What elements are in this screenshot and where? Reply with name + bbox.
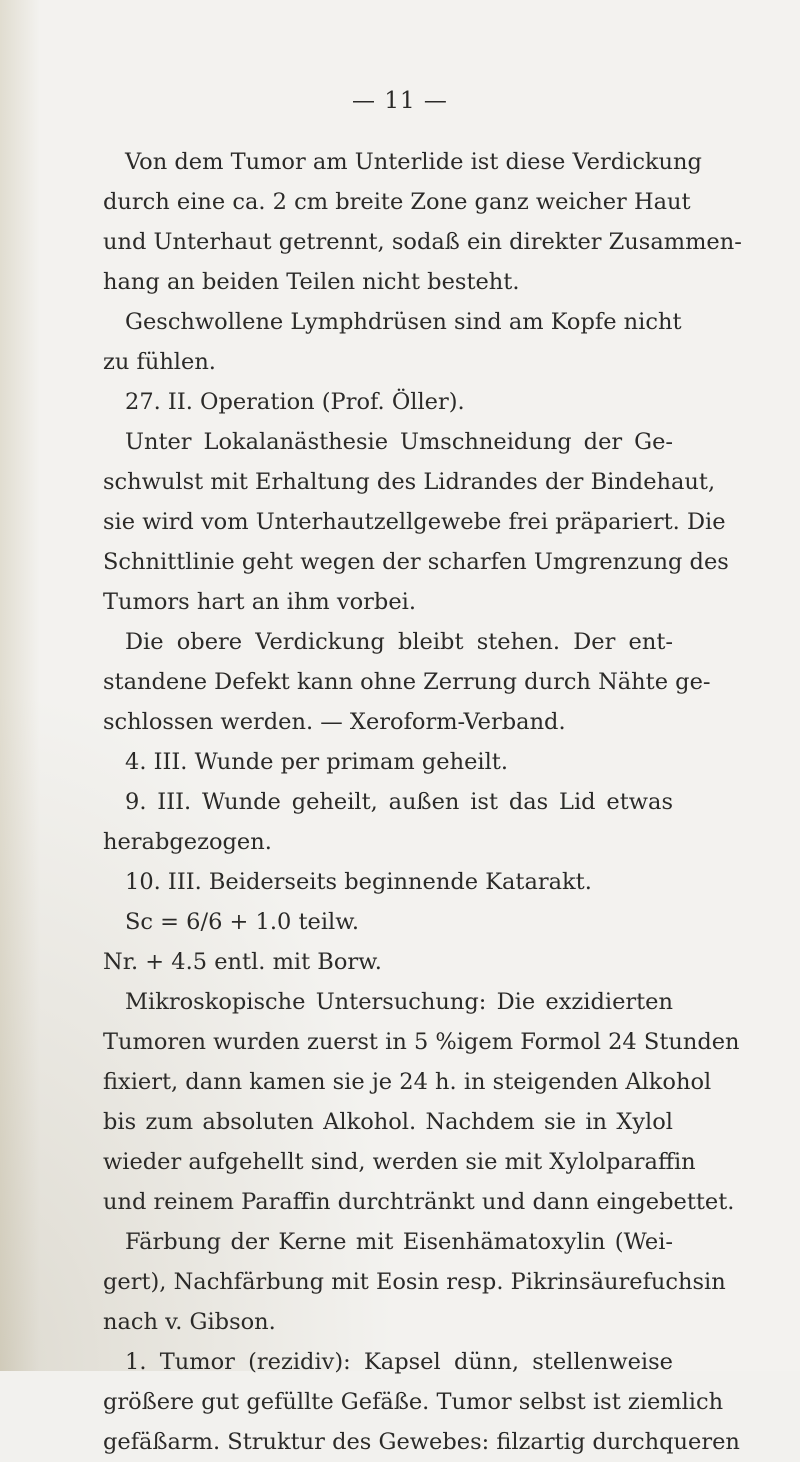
text-line: hang an beiden Teilen nicht besteht. [103, 269, 520, 295]
text-line: fixiert, dann kamen sie je 24 h. in steigenden Alkohol [103, 1069, 712, 1095]
text-line: Sc = 6/6 + 1.0 teilw. [125, 909, 359, 935]
text-line: 1. Tumor (rezidiv): Kapsel dünn, stellenweise [125, 1349, 673, 1375]
text-line: standene Defekt kann ohne Zerrung durch Nähte ge- [103, 669, 711, 695]
text-line: Schnittlinie geht wegen der scharfen Umgrenzung des [103, 549, 729, 575]
text-line: Tumors hart an ihm vorbei. [103, 589, 417, 615]
text-line: 9. III. Wunde geheilt, außen ist das Lid etwas [125, 789, 673, 815]
text-line: 27. II. Operation (Prof. Öller). [125, 389, 465, 415]
text-line: Geschwollene Lymphdrüsen sind am Kopfe nicht [125, 309, 682, 335]
text-line: gert), Nachfärbung mit Eosin resp. Pikrinsäurefuchsin [103, 1269, 726, 1295]
text-line: wieder aufgehellt sind, werden sie mit Xylolparaffin [103, 1149, 696, 1175]
page-number: — 11 — [352, 88, 448, 114]
text-line: Mikroskopische Untersuchung: Die exzidierten [125, 989, 673, 1015]
text-line: Die obere Verdickung bleibt stehen. Der ent- [125, 629, 673, 655]
text-line: Nr. + 4.5 entl. mit Borw. [103, 949, 382, 975]
body-text [103, 142, 742, 1462]
text-line: und reinem Paraffin durchtränkt und dann eingebettet. [103, 1189, 735, 1215]
text-line: schwulst mit Erhaltung des Lidrandes der Bindehaut, [103, 469, 716, 495]
text-line: und Unterhaut getrennt, sodaß ein direkter Zusammen- [103, 229, 742, 255]
text-line: Färbung der Kerne mit Eisenhämatoxylin (Wei- [125, 1229, 673, 1255]
text-line: gefäßarm. Struktur des Gewebes: filzartig durchqueren [103, 1429, 740, 1455]
text-line: schlossen werden. — Xeroform-Verband. [103, 709, 566, 735]
text-line: Unter Lokalanästhesie Umschneidung der Ge- [125, 429, 673, 455]
text-line: zu fühlen. [103, 349, 216, 375]
text-line: bis zum absoluten Alkohol. Nachdem sie in Xylol [103, 1109, 673, 1135]
text-line: 4. III. Wunde per primam geheilt. [125, 749, 508, 775]
text-line: größere gut gefüllte Gefäße. Tumor selbst ist ziemlich [103, 1389, 724, 1415]
text-line: herabgezogen. [103, 829, 272, 855]
text-line: durch eine ca. 2 cm breite Zone ganz weicher Haut [103, 189, 691, 215]
text-line: Tumoren wurden zuerst in 5 %igem Formol 24 Stunden [103, 1029, 740, 1055]
text-line: 10. III. Beiderseits beginnende Katarakt. [125, 869, 592, 895]
text-line: nach v. Gibson. [103, 1309, 276, 1335]
text-line: Von dem Tumor am Unterlide ist diese Verdickung [125, 149, 702, 175]
text-line: sie wird vom Unterhautzellgewebe frei präpariert. Die [103, 509, 726, 535]
